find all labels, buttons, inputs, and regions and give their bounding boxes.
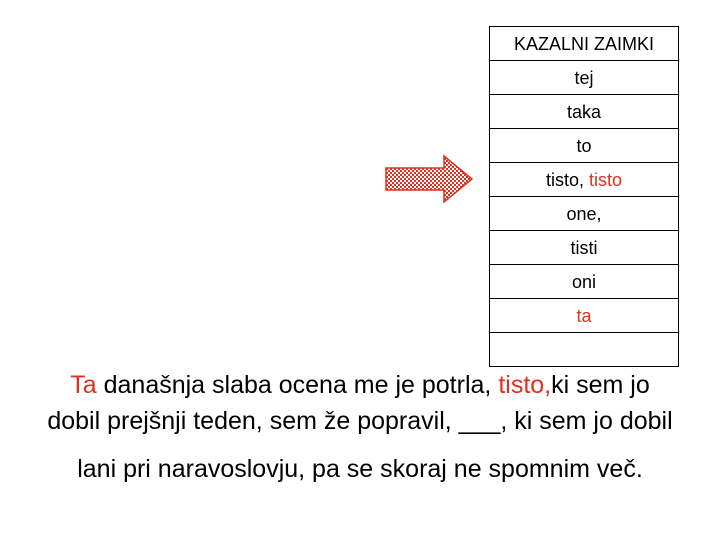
table-row: oni [490,265,679,299]
right-arrow-icon [384,154,474,204]
table-row: taka [490,95,679,129]
highlight-ta: Ta [70,371,97,399]
sentence-line-1: Ta današnja slaba ocena me je potrla, tisto,ki sem jo [70,371,650,399]
highlight-tisto: tisto, [498,371,552,399]
table-row: ta [490,299,679,333]
table-header: KAZALNI ZAIMKI [490,27,679,61]
table-row: tej [490,61,679,95]
sentence-line-2: dobil prejšnji teden, sem že popravil, ___, ki sem jo dobil [47,407,673,435]
table-row: tisto, tisto [490,163,679,197]
table-row: to [490,129,679,163]
pronoun-table [489,26,679,367]
table-row: one, [490,197,679,231]
table-row-empty [490,333,679,367]
sentence-line-3: lani pri naravoslovju, pa se skoraj ne spomnim več. [77,455,643,483]
table-row: tisti [490,231,679,265]
